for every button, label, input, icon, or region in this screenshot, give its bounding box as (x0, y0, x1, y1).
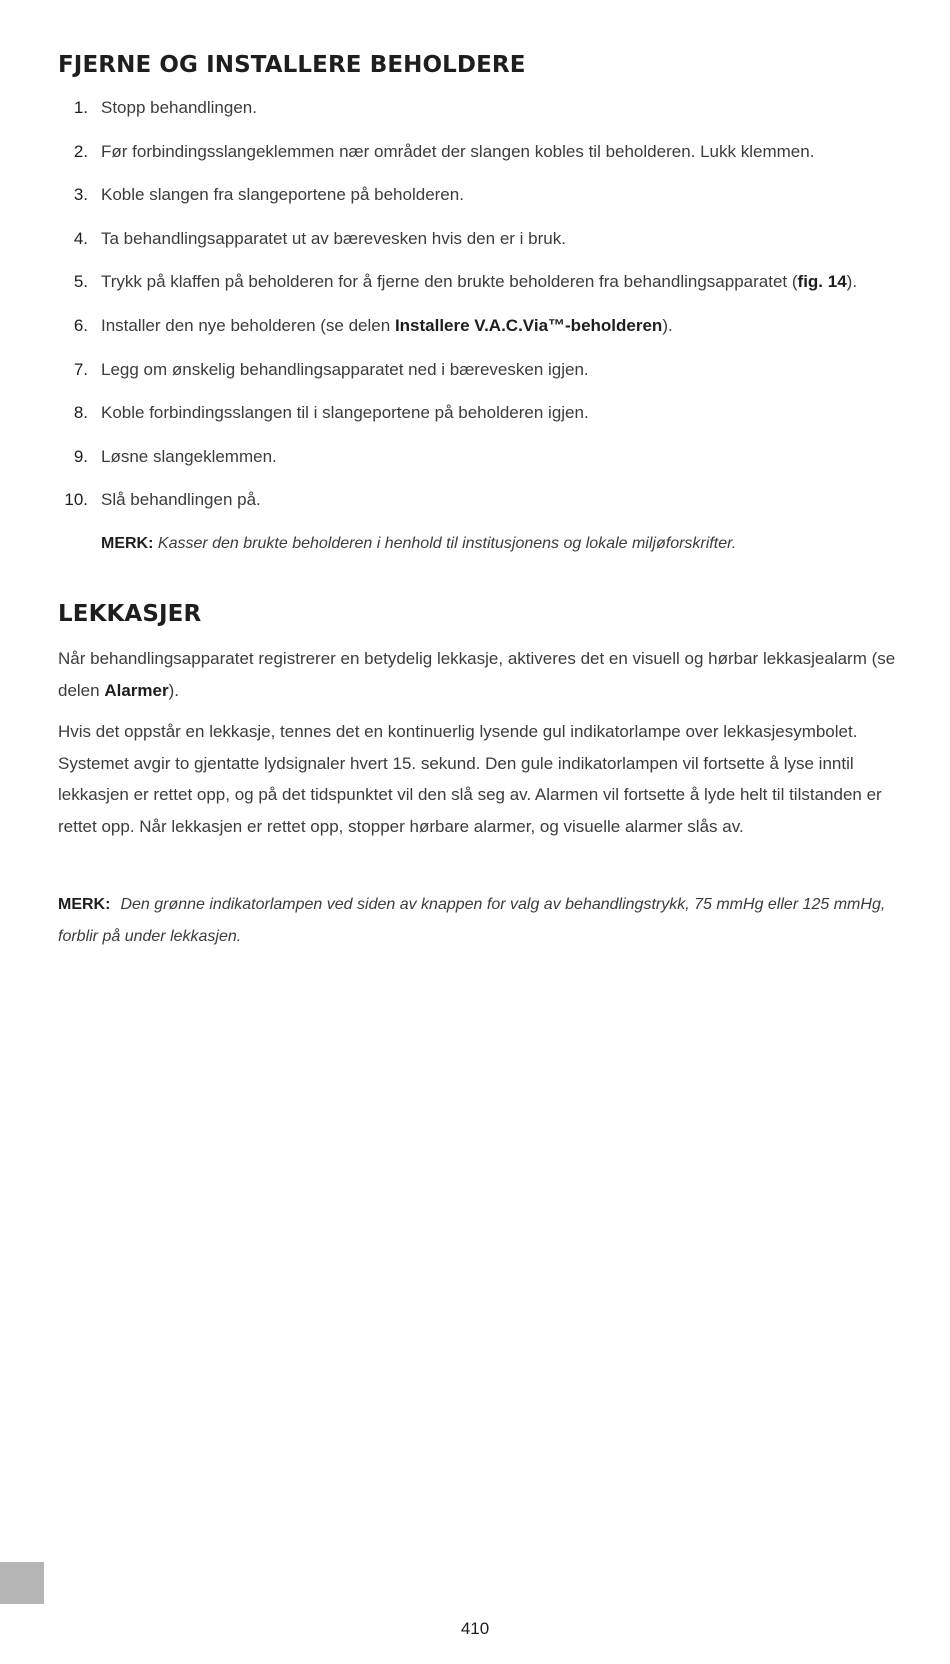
step-number: 3. (73, 185, 88, 205)
step-text-part: ). (846, 272, 858, 292)
step-number: 6. (73, 315, 88, 335)
section-heading-remove-install-canisters: FJERNE OG INSTALLERE BEHOLDERE (58, 52, 526, 78)
list-item (58, 182, 908, 226)
step-text: Koble slangen fra slangeportene på beholderen. (101, 185, 464, 205)
step-text: Løsne slangeklemmen. (101, 446, 277, 466)
list-item (58, 444, 908, 488)
section-heading-leaks: LEKKASJER (58, 601, 202, 627)
note-text: Den grønne indikatorlampen ved siden av knappen for valg av behandlingstrykk, 75 mmHg eller 125 mmHg, forblir på under lekkasjen. (58, 896, 886, 945)
step-number: 9. (73, 446, 88, 466)
note-label: MERK: (101, 535, 154, 552)
note-text: Kasser den brukte beholderen i henhold til institusjonens og lokale miljøforskrifter. (157, 535, 737, 552)
step-number: 5. (73, 272, 88, 292)
step-text-part: Installer den nye beholderen (se delen (101, 315, 395, 335)
step-number: 4. (73, 228, 88, 248)
list-item (58, 313, 908, 357)
list-item (58, 95, 908, 139)
note-label: MERK: (58, 896, 111, 913)
page-number: 410 (460, 1619, 490, 1638)
step-text: Slå behandlingen på. (101, 490, 261, 510)
step-text (101, 269, 857, 295)
step-text: Koble forbindingsslangen til i slangeportene på beholderen igjen. (101, 403, 589, 423)
step-number: 2. (73, 141, 88, 161)
list-item (58, 226, 908, 270)
page-tab-marker (0, 1562, 44, 1604)
step-text: Før forbindingsslangeklemmen nær området der slangen kobles til beholderen. Lukk klemmen. (101, 141, 815, 161)
figure-reference: fig. 14 (797, 272, 847, 292)
list-item (58, 357, 908, 401)
step-number: 10. (64, 490, 88, 510)
list-item (58, 269, 908, 313)
list-item (58, 400, 908, 444)
list-item (58, 487, 908, 531)
note-green-indicator (58, 889, 908, 953)
section-reference: Installere V.A.C.Via™-beholderen (394, 315, 663, 335)
section-reference: Alarmer (104, 680, 169, 700)
step-text-part: ). (662, 315, 673, 335)
paragraph-text: ). (168, 680, 179, 700)
note-dispose-canister (101, 531, 736, 557)
paragraph-text: Når behandlingsapparatet registrerer en betydelig lekkasje, aktiveres det en visuell og hørbar lekkasjealarm (se delen (58, 649, 896, 700)
step-number: 8. (73, 403, 88, 423)
step-text: Stopp behandlingen. (101, 98, 257, 117)
steps-list (58, 95, 908, 531)
leak-alarm-paragraph (58, 643, 908, 706)
step-text-part: Trykk på klaffen på beholderen for å fjerne den brukte beholderen fra behandlingsapparatet ( (101, 272, 798, 292)
list-item (58, 139, 908, 183)
step-text (101, 313, 673, 339)
step-number: 1. (73, 98, 88, 117)
step-text: Legg om ønskelig behandlingsapparatet ned i bærevesken igjen. (101, 359, 589, 379)
step-number: 7. (73, 359, 88, 379)
leak-indicator-paragraph: Hvis det oppstår en lekkasje, tennes det en kontinuerlig lysende gul indikatorlampe over lekkasjesymbolet. Systemet avgir to gjentatte lydsignaler hvert 15. sekund. Den gule indikatorlampen vil fortsette å lyse inntil lekkasjen er rettet opp, og på det tidspunktet vil den slå seg av. Alarmen vil fortsette å lyde helt til tilstanden er rettet opp. Når lekkasjen er rettet opp, stopper hørbare alarmer, og visuelle alarmer slås av. (58, 722, 882, 836)
step-text: Ta behandlingsapparatet ut av bærevesken hvis den er i bruk. (101, 228, 566, 248)
